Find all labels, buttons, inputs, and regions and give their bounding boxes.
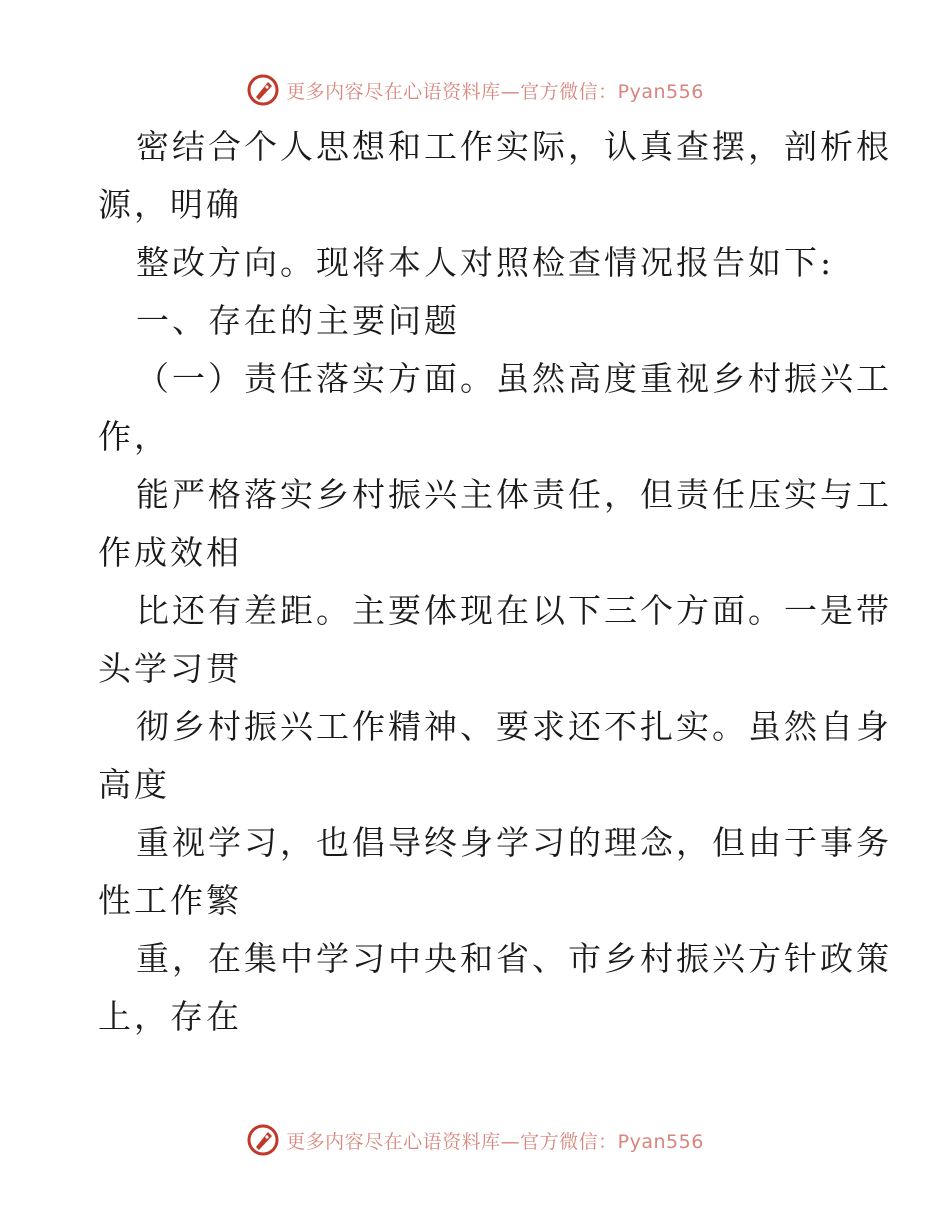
header-watermark [0, 70, 950, 110]
text-line: 性工作繁 [98, 881, 242, 920]
watermark-text: 更多内容尽在心语资料库—官方微信：Pyan556 [286, 1130, 704, 1153]
text-line: 密结合个人思想和工作实际，认真查摆，剖析根 [136, 127, 892, 166]
document-body [98, 118, 892, 1046]
text-line: 上，存在 [98, 997, 242, 1036]
text-line: 高度 [98, 765, 170, 804]
text-line: 头学习贯 [98, 649, 242, 688]
text-line: 重视学习，也倡导终身学习的理念，但由于事务 [136, 823, 892, 862]
pen-nib-seal-icon [246, 1123, 280, 1157]
text-line: 能严格落实乡村振兴主体责任，但责任压实与工 [136, 475, 892, 514]
text-line: 一、存在的主要问题 [136, 301, 460, 340]
text-line: 源，明确 [98, 185, 242, 224]
text-line: 作成效相 [98, 533, 242, 572]
text-line: （一）责任落实方面。虽然高度重视乡村振兴工 [136, 359, 892, 398]
footer-watermark [0, 1120, 950, 1160]
text-line: 重，在集中学习中央和省、市乡村振兴方针政策 [136, 939, 892, 978]
pen-nib-seal-icon [246, 73, 280, 107]
text-line: 作， [98, 417, 170, 456]
text-line: 比还有差距。主要体现在以下三个方面。一是带 [136, 591, 892, 630]
text-line: 整改方向。现将本人对照检查情况报告如下: [136, 243, 835, 282]
text-line: 彻乡村振兴工作精神、要求还不扎实。虽然自身 [136, 707, 892, 746]
watermark-text: 更多内容尽在心语资料库—官方微信：Pyan556 [286, 80, 704, 103]
